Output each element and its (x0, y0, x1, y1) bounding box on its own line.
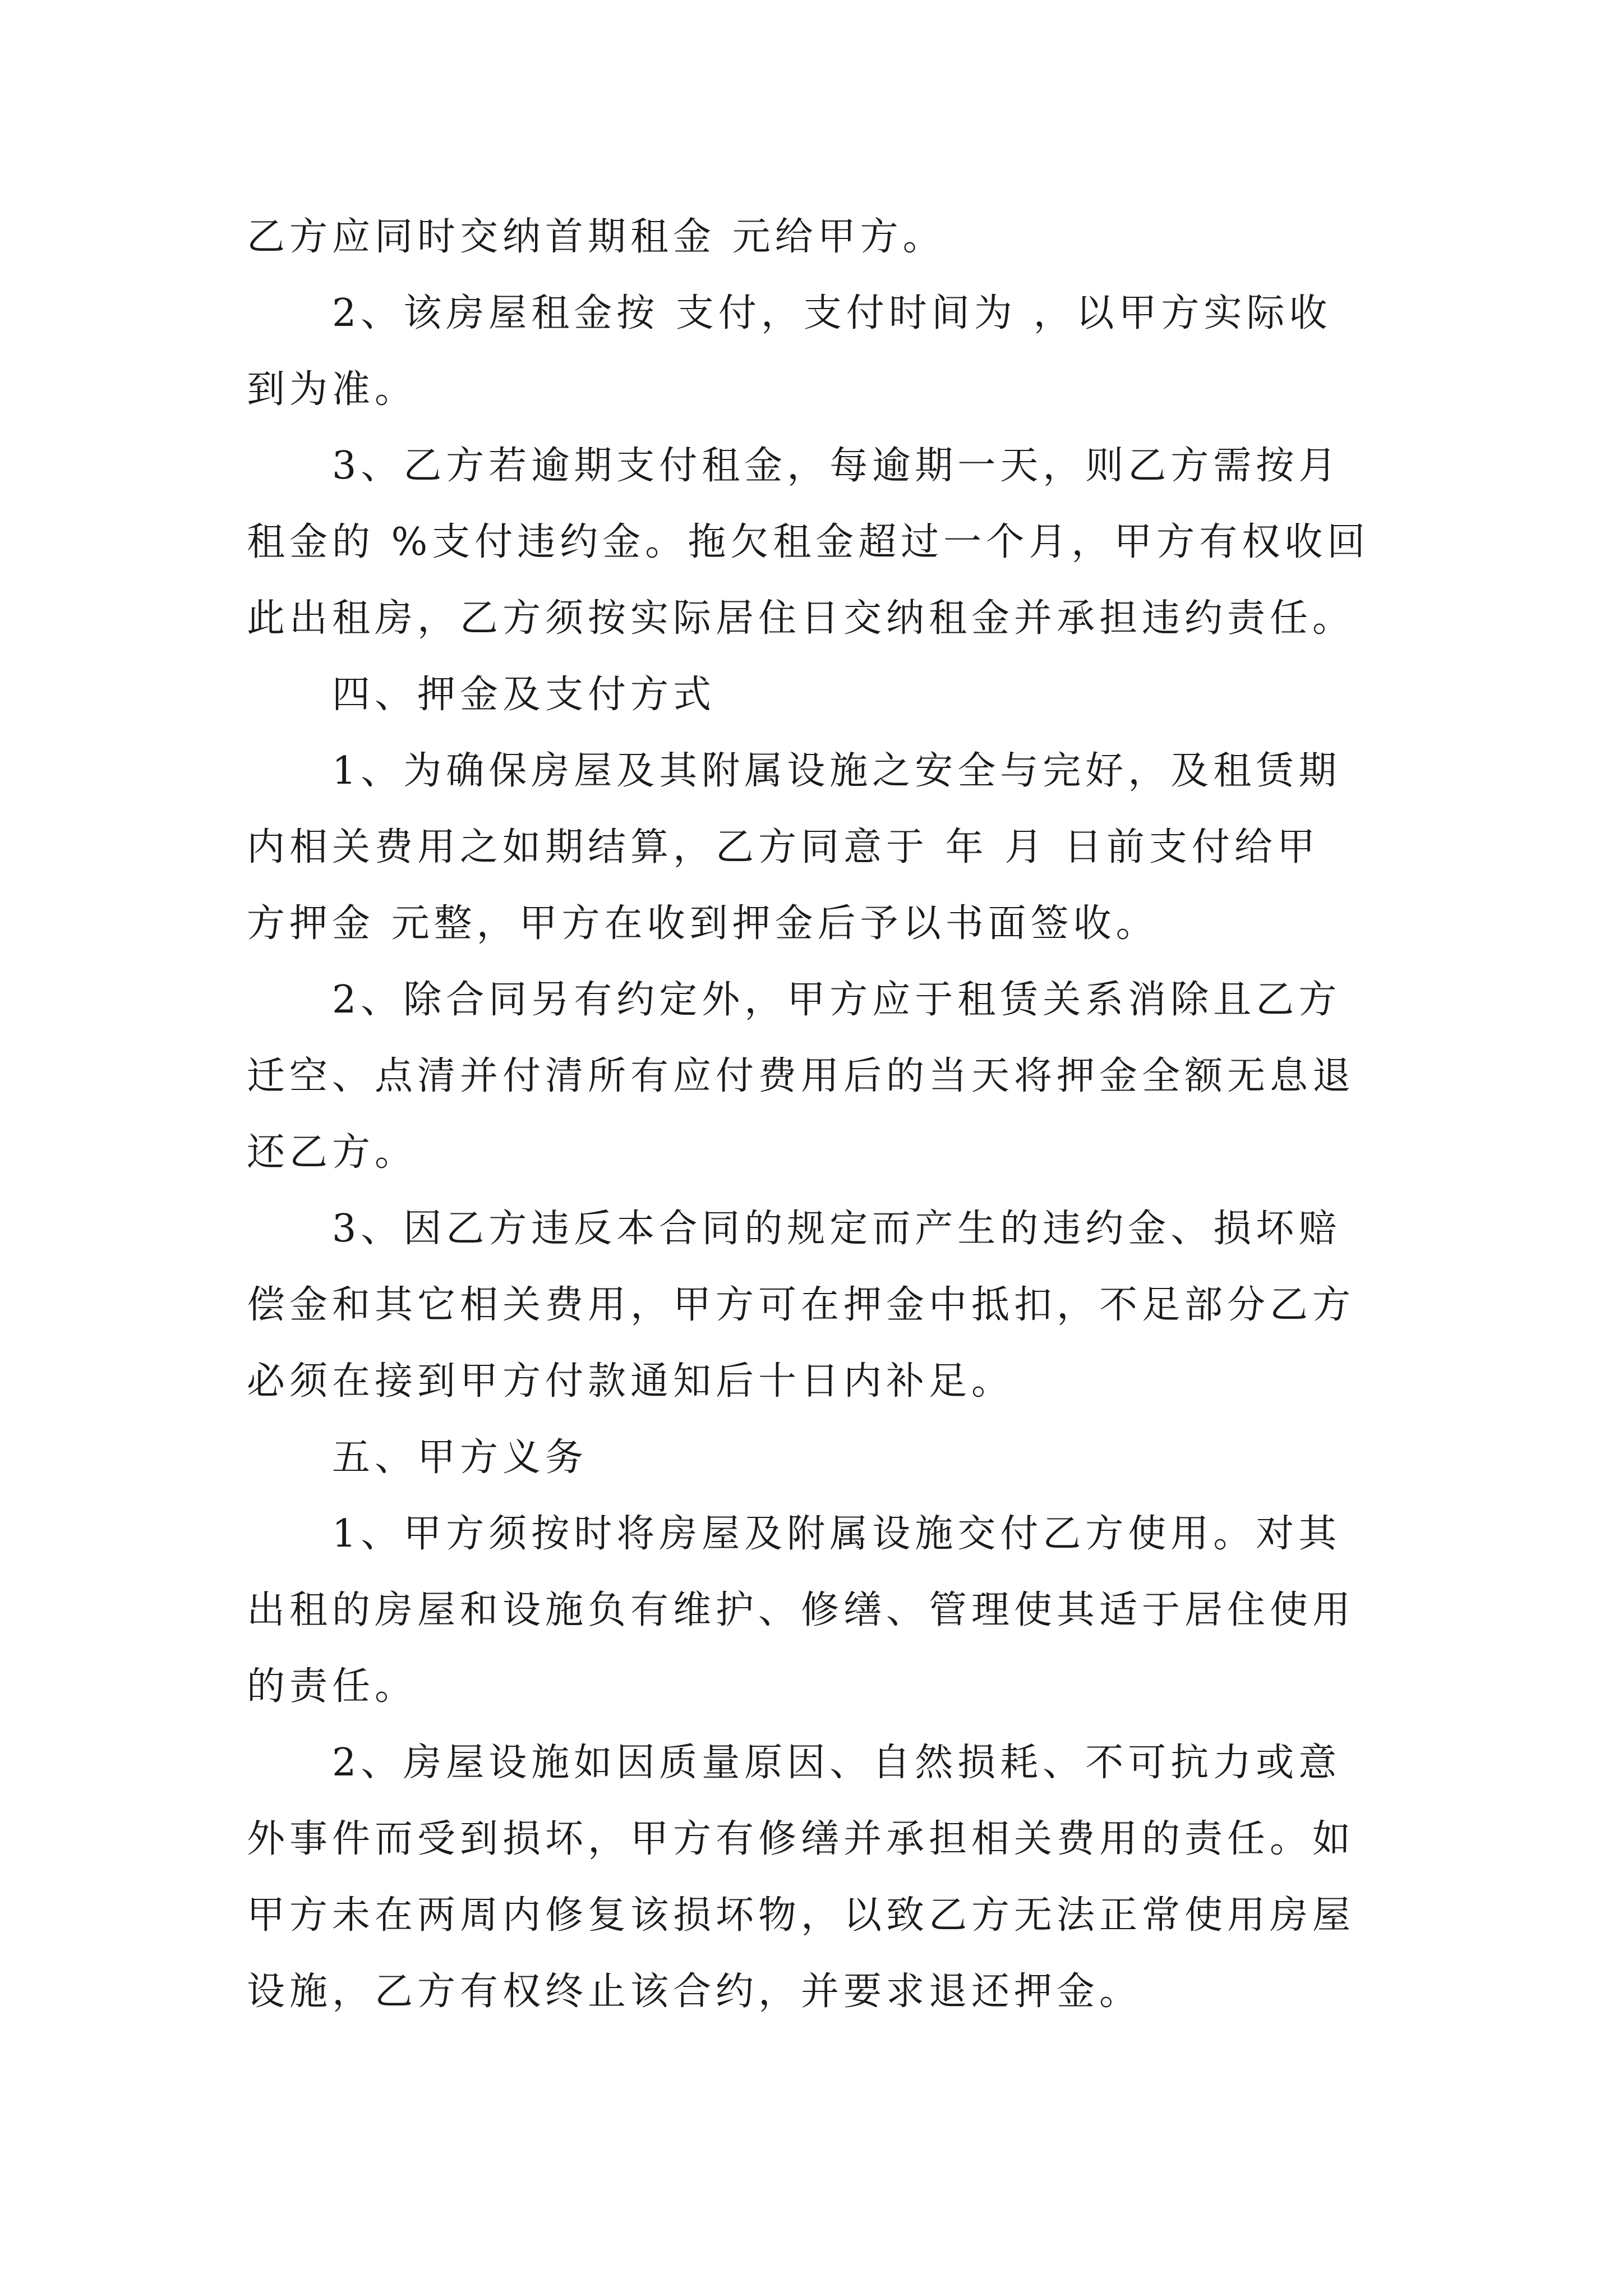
text-line: 内相关费用之如期结算，乙方同意于 年 月 日前支付给甲 (247, 825, 1320, 869)
text-line: 1、甲方须按时将房屋及附属设施交付乙方使用。对其 (332, 1512, 1341, 1556)
text-line: 设施，乙方有权终止该合约，并要求退还押金。 (247, 1970, 1142, 2014)
text-line: 租金的 %支付违约金。拖欠租金超过一个月，甲方有权收回 (247, 520, 1370, 564)
text-line: 的责任。 (247, 1664, 418, 1709)
text-line: 乙方应同时交纳首期租金 元给甲方。 (247, 215, 946, 259)
text-line: 2、除合同另有约定外，甲方应于租赁关系消除且乙方 (332, 978, 1341, 1022)
text-line: 还乙方。 (247, 1130, 418, 1175)
text-line: 1、为确保房屋及其附属设施之安全与完好，及租赁期 (332, 749, 1341, 793)
section-heading: 五、甲方义务 (332, 1435, 588, 1480)
text-line: 方押金 元整，甲方在收到押金后予以书面签收。 (247, 901, 1159, 946)
text-line: 出租的房屋和设施负有维护、修缮、管理使其适于居住使用 (247, 1588, 1355, 1632)
text-line: 甲方未在两周内修复该损坏物，以致乙方无法正常使用房屋 (247, 1893, 1355, 1938)
text-line: 偿金和其它相关费用，甲方可在押金中抵扣，不足部分乙方 (247, 1283, 1355, 1327)
text-line: 必须在接到甲方付款通知后十日内补足。 (247, 1359, 1015, 1404)
text-line: 3、乙方若逾期支付租金，每逾期一天，则乙方需按月 (332, 444, 1341, 488)
text-line: 迁空、点清并付清所有应付费用后的当天将押金全额无息退 (247, 1054, 1355, 1098)
text-line: 2、房屋设施如因质量原因、自然损耗、不可抗力或意 (332, 1741, 1341, 1785)
text-line: 3、因乙方违反本合同的规定而产生的违约金、损坏赔 (332, 1207, 1341, 1251)
text-line: 到为准。 (247, 367, 418, 412)
text-line: 2、该房屋租金按 支付，支付时间为 ，以甲方实际收 (332, 291, 1332, 335)
section-heading: 四、押金及支付方式 (332, 673, 716, 717)
text-line: 外事件而受到损坏，甲方有修缮并承担相关费用的责任。如 (247, 1817, 1355, 1861)
text-line: 此出租房，乙方须按实际居住日交纳租金并承担违约责任。 (247, 596, 1355, 641)
document-body (247, 199, 1391, 2030)
